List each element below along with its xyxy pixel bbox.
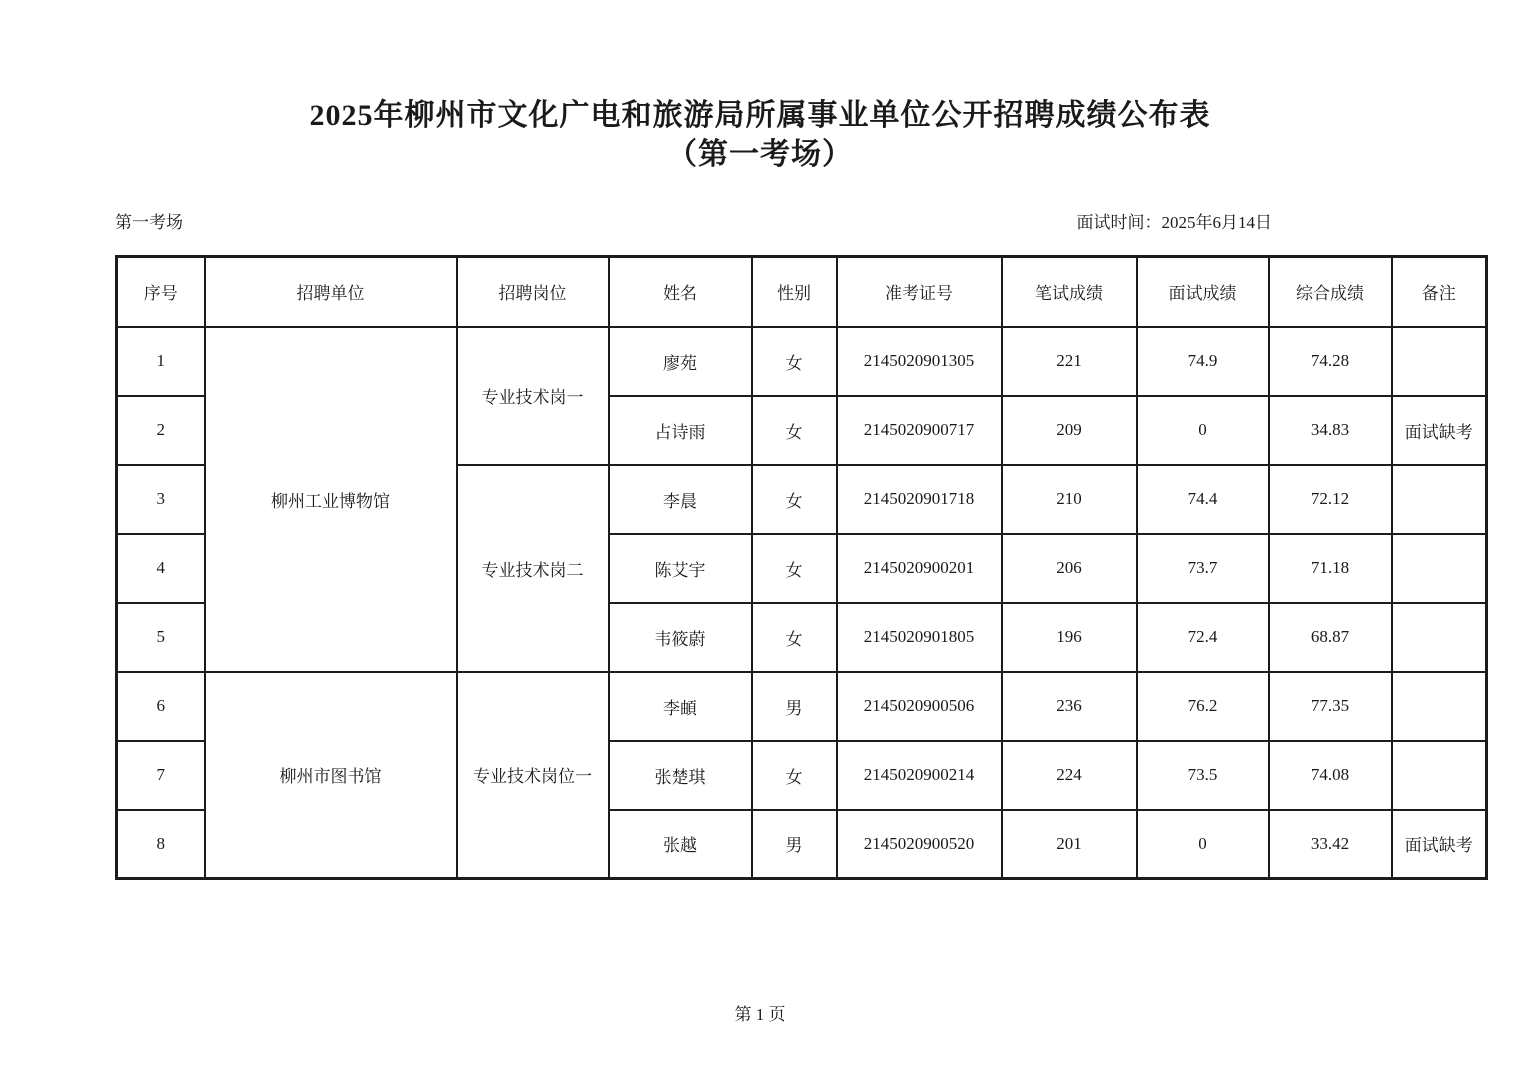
- cell-post: 专业技术岗二: [457, 465, 609, 672]
- cell-gender: 女: [752, 465, 837, 534]
- cell-remark: [1392, 741, 1487, 810]
- column-header: 招聘岗位: [457, 257, 609, 327]
- page-number: 第 1 页: [734, 1005, 786, 1024]
- cell-overall-score: 33.42: [1269, 810, 1392, 879]
- cell-exam-no: 2145020901305: [837, 327, 1002, 396]
- cell-gender: 女: [752, 603, 837, 672]
- table-row: [117, 327, 1487, 396]
- cell-remark: [1392, 672, 1487, 741]
- cell-gender: 女: [752, 327, 837, 396]
- cell-name: 张楚琪: [609, 741, 752, 810]
- cell-overall-score: 77.35: [1269, 672, 1392, 741]
- column-header: 招聘单位: [205, 257, 457, 327]
- cell-exam-no: 2145020900717: [837, 396, 1002, 465]
- venue-label: 第一考场: [115, 213, 183, 232]
- cell-written-score: 206: [1002, 534, 1137, 603]
- cell-overall-score: 72.12: [1269, 465, 1392, 534]
- cell-interview-score: 72.4: [1137, 603, 1269, 672]
- cell-exam-no: 2145020900201: [837, 534, 1002, 603]
- cell-written-score: 221: [1002, 327, 1137, 396]
- cell-name: 张越: [609, 810, 752, 879]
- cell-overall-score: 71.18: [1269, 534, 1392, 603]
- column-header: 准考证号: [837, 257, 1002, 327]
- cell-name: 李頔: [609, 672, 752, 741]
- score-table-body: [117, 327, 1487, 879]
- header-row: [117, 257, 1487, 327]
- cell-remark: [1392, 327, 1487, 396]
- cell-name: 李晨: [609, 465, 752, 534]
- cell-name: 韦筱蔚: [609, 603, 752, 672]
- column-header: 笔试成绩: [1002, 257, 1137, 327]
- cell-interview-score: 73.7: [1137, 534, 1269, 603]
- cell-exam-no: 2145020900506: [837, 672, 1002, 741]
- cell-interview-score: 73.5: [1137, 741, 1269, 810]
- column-header: 备注: [1392, 257, 1487, 327]
- title-line2: （第一考场）: [667, 138, 853, 171]
- cell-gender: 男: [752, 810, 837, 879]
- cell-gender: 女: [752, 396, 837, 465]
- cell-overall-score: 68.87: [1269, 603, 1392, 672]
- cell-seq: 1: [117, 327, 205, 396]
- cell-written-score: 201: [1002, 810, 1137, 879]
- cell-remark: [1392, 534, 1487, 603]
- column-header: 综合成绩: [1269, 257, 1392, 327]
- document-title: [0, 96, 1520, 174]
- cell-name: 占诗雨: [609, 396, 752, 465]
- cell-written-score: 209: [1002, 396, 1137, 465]
- cell-exam-no: 2145020900520: [837, 810, 1002, 879]
- cell-overall-score: 74.08: [1269, 741, 1392, 810]
- column-header: 序号: [117, 257, 205, 327]
- cell-seq: 7: [117, 741, 205, 810]
- column-header: 姓名: [609, 257, 752, 327]
- cell-written-score: 224: [1002, 741, 1137, 810]
- cell-seq: 5: [117, 603, 205, 672]
- cell-gender: 女: [752, 534, 837, 603]
- cell-remark: 面试缺考: [1392, 810, 1487, 879]
- cell-written-score: 236: [1002, 672, 1137, 741]
- cell-seq: 2: [117, 396, 205, 465]
- interview-time-label: 面试时间：2025年6月14日: [1076, 213, 1272, 232]
- cell-seq: 4: [117, 534, 205, 603]
- cell-interview-score: 76.2: [1137, 672, 1269, 741]
- cell-interview-score: 0: [1137, 396, 1269, 465]
- column-header: 面试成绩: [1137, 257, 1269, 327]
- title-line1: 2025年柳州市文化广电和旅游局所属事业单位公开招聘成绩公布表: [309, 99, 1211, 132]
- cell-remark: [1392, 465, 1487, 534]
- cell-gender: 男: [752, 672, 837, 741]
- meta-row: [115, 210, 1485, 236]
- cell-remark: 面试缺考: [1392, 396, 1487, 465]
- cell-unit: 柳州工业博物馆: [205, 327, 457, 672]
- cell-seq: 6: [117, 672, 205, 741]
- cell-interview-score: 74.9: [1137, 327, 1269, 396]
- cell-interview-score: 74.4: [1137, 465, 1269, 534]
- column-header: 性别: [752, 257, 837, 327]
- cell-exam-no: 2145020901718: [837, 465, 1002, 534]
- cell-exam-no: 2145020901805: [837, 603, 1002, 672]
- score-table: [115, 255, 1488, 880]
- cell-unit: 柳州市图书馆: [205, 672, 457, 879]
- cell-overall-score: 34.83: [1269, 396, 1392, 465]
- table-row: [117, 672, 1487, 741]
- cell-post: 专业技术岗一: [457, 327, 609, 465]
- cell-remark: [1392, 603, 1487, 672]
- cell-name: 廖苑: [609, 327, 752, 396]
- cell-seq: 8: [117, 810, 205, 879]
- cell-exam-no: 2145020900214: [837, 741, 1002, 810]
- cell-post: 专业技术岗位一: [457, 672, 609, 879]
- cell-interview-score: 0: [1137, 810, 1269, 879]
- cell-gender: 女: [752, 741, 837, 810]
- cell-overall-score: 74.28: [1269, 327, 1392, 396]
- cell-seq: 3: [117, 465, 205, 534]
- cell-written-score: 210: [1002, 465, 1137, 534]
- cell-name: 陈艾宇: [609, 534, 752, 603]
- cell-written-score: 196: [1002, 603, 1137, 672]
